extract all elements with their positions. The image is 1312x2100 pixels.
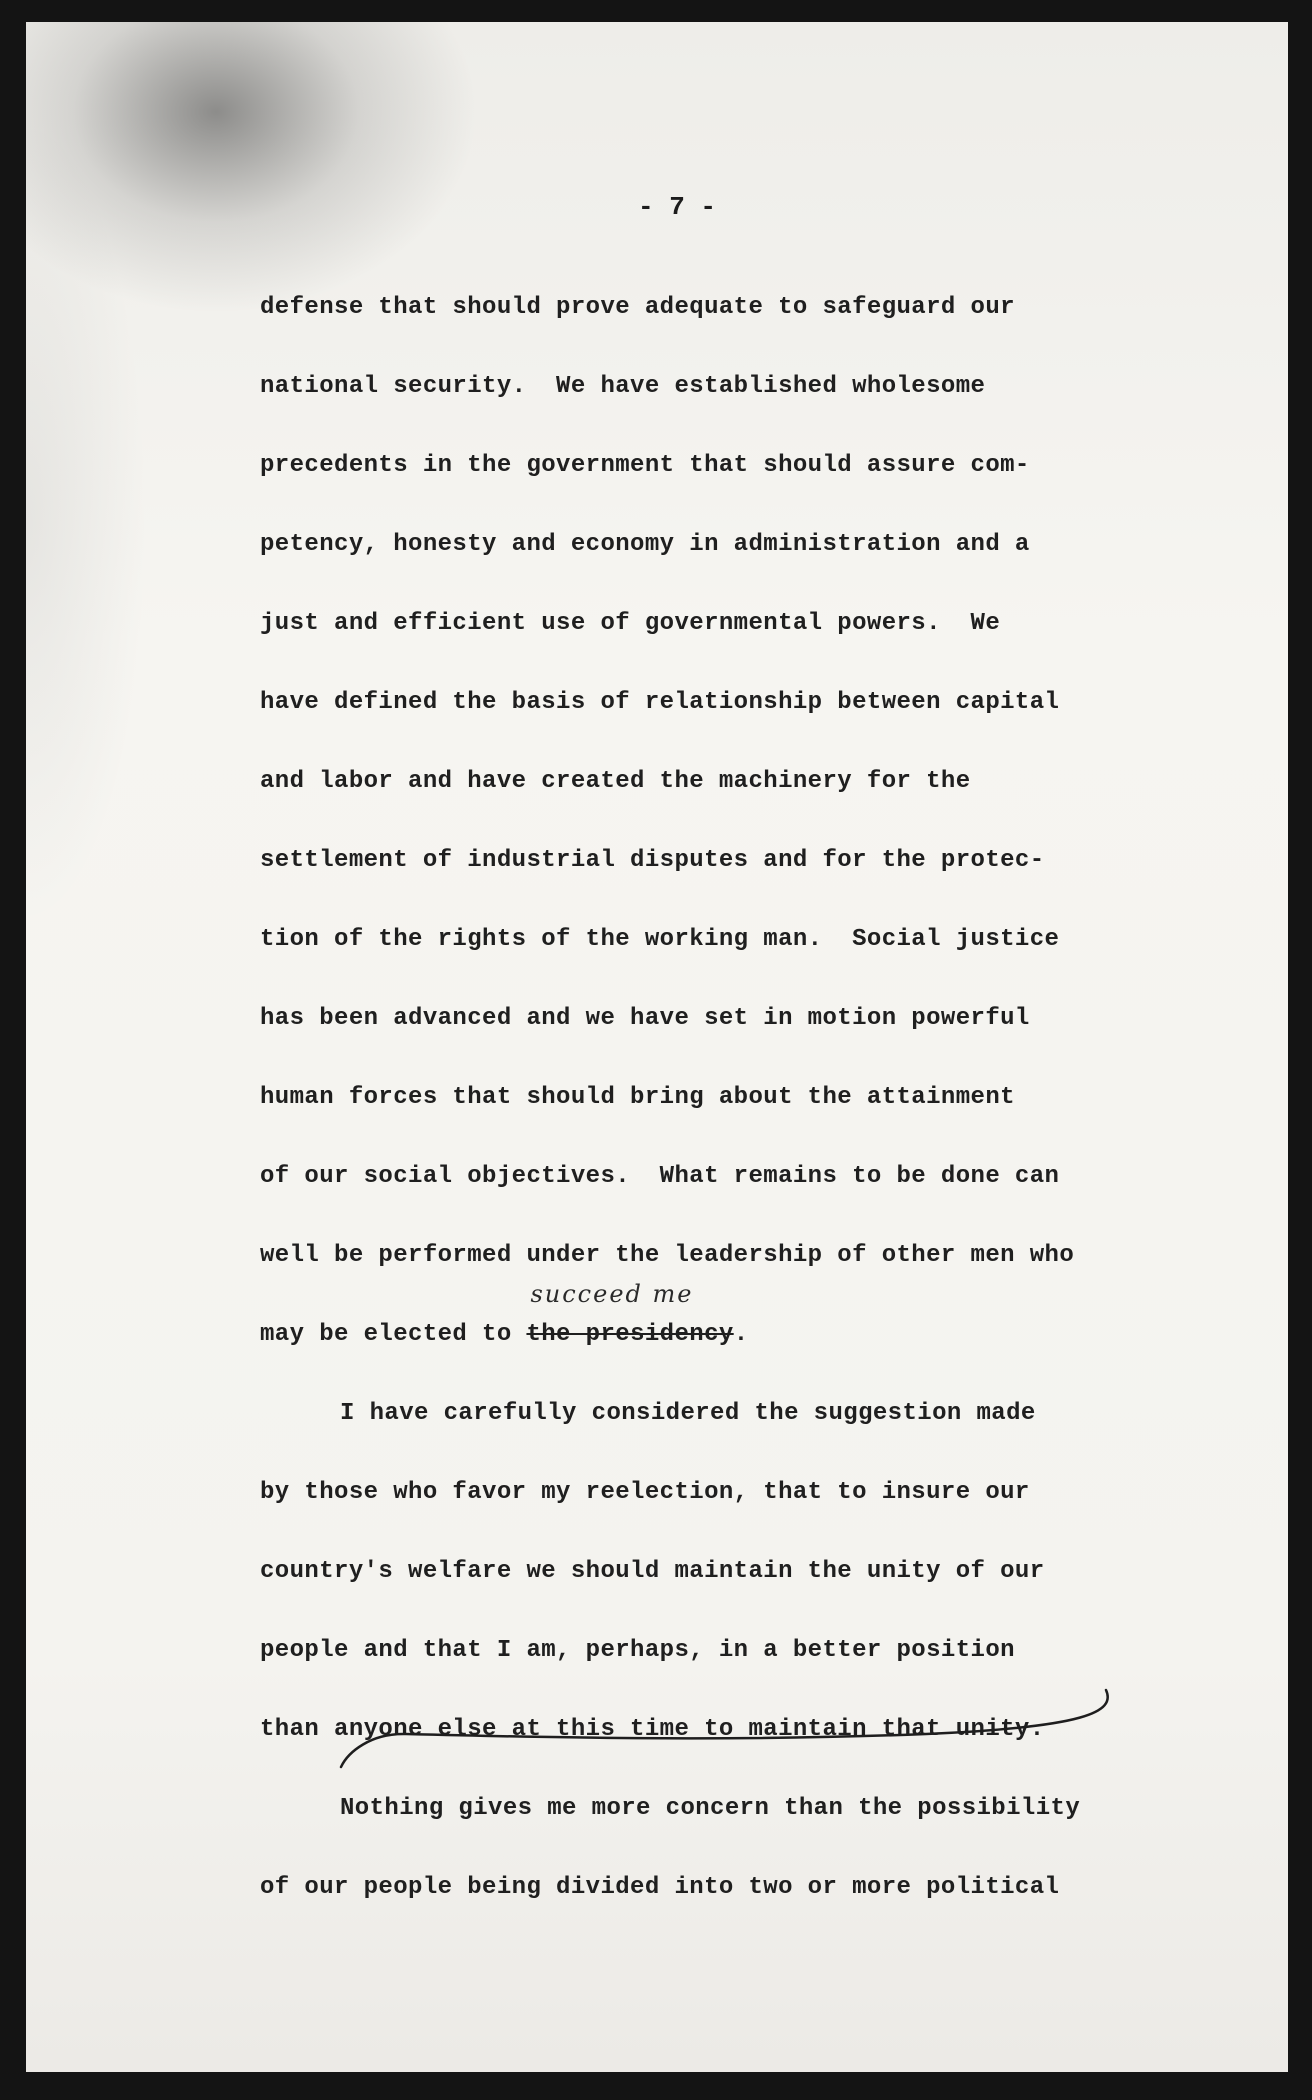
text-line: petency, honesty and economy in administration and a [260, 531, 1030, 558]
handwritten-insertion: succeed me [530, 1280, 694, 1308]
edit-region [526, 1280, 734, 1374]
text-line: of our people being divided into two or more political [260, 1874, 1060, 1901]
text-line: settlement of industrial disputes and for the protec- [260, 847, 1045, 874]
text-line: tion of the rights of the working man. Social justice [260, 926, 1060, 953]
text-line: country's welfare we should maintain the unity of our [260, 1558, 1045, 1585]
edited-line-prefix: may be elected to [260, 1321, 527, 1348]
text-line: has been advanced and we have set in motion powerful [260, 1005, 1030, 1032]
text-line: have defined the basis of relationship between capital [260, 689, 1060, 716]
text-line: well be performed under the leadership of other men who [260, 1242, 1075, 1269]
document-page [26, 22, 1288, 2072]
text-line: than anyone else at this time to maintain that unity. [260, 1716, 1045, 1743]
text-line: and labor and have created the machinery for the [260, 768, 971, 795]
struck-through-text: the presidency [526, 1321, 734, 1348]
text-line: national security. We have established wholesome [260, 373, 986, 400]
text-line: just and efficient use of governmental powers. We [260, 610, 1001, 637]
text-line: people and that I am, perhaps, in a better position [260, 1637, 1015, 1664]
text-line: Nothing gives me more concern than the possibility [340, 1795, 1081, 1822]
edited-text-line [260, 1280, 1190, 1374]
text-line: human forces that should bring about the attainment [260, 1084, 1015, 1111]
paragraph-first-line: I have carefully considered the suggestion made [340, 1400, 1036, 1427]
text-line: precedents in the government that should assure com- [260, 452, 1030, 479]
page-number: - 7 - [637, 192, 716, 222]
typed-text-block [260, 268, 1190, 1927]
text-line: by those who favor my reelection, that to insure our [260, 1479, 1030, 1506]
text-line: of our social objectives. What remains to be done can [260, 1163, 1060, 1190]
edited-line-suffix: . [733, 1321, 749, 1348]
text-line: defense that should prove adequate to safeguard our [260, 294, 1015, 321]
